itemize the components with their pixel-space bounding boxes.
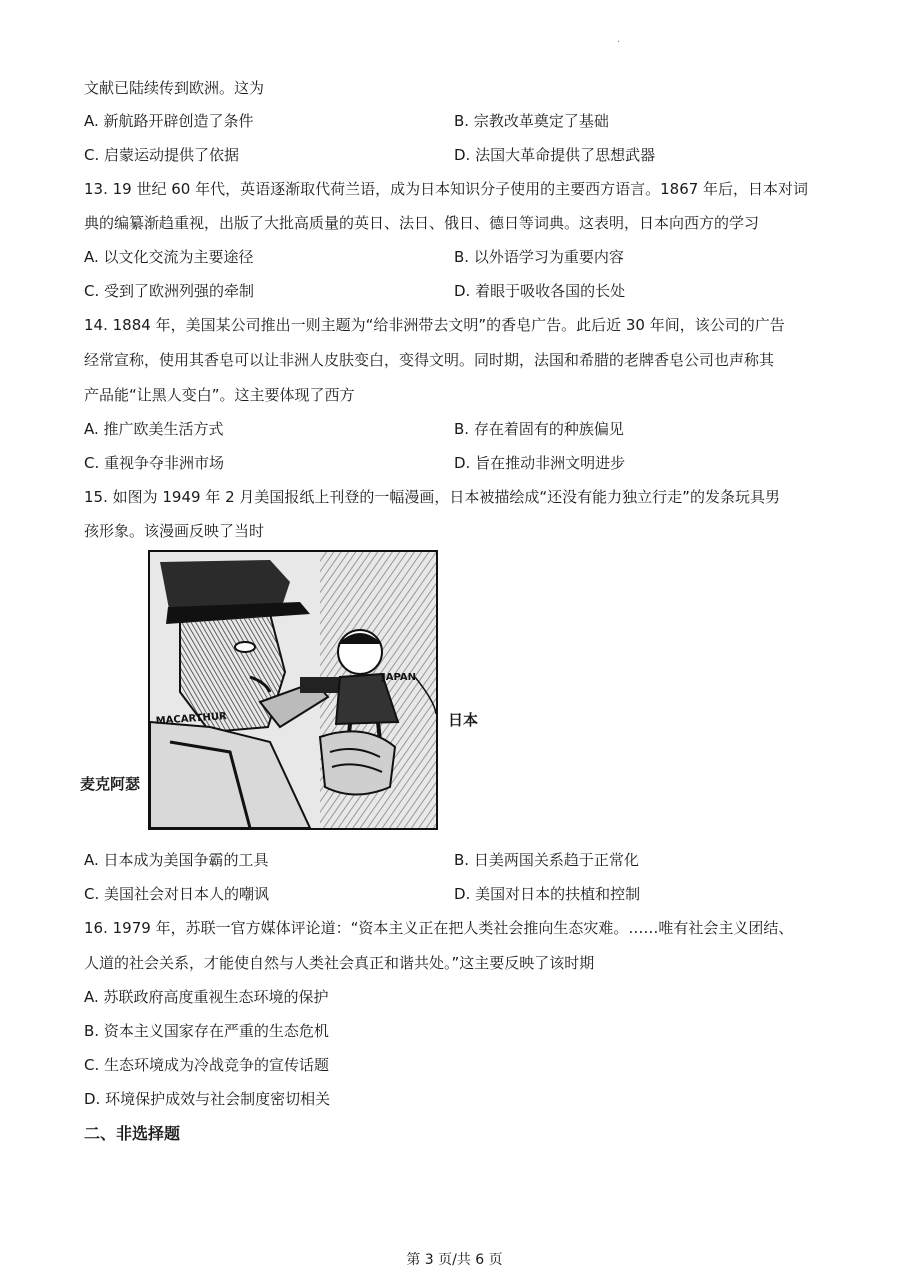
q12-option-a: A. 新航路开辟创造了条件 [84, 112, 254, 130]
q13-option-a: A. 以文化交流为主要途径 [84, 248, 254, 266]
q16-stem-line-2: 人道的社会关系，才能使自然与人类社会真正和谐共处。”这主要反映了该时期 [84, 954, 595, 972]
q15-option-a: A. 日本成为美国争霸的工具 [84, 851, 269, 869]
q13-option-b: B. 以外语学习为重要内容 [454, 248, 624, 266]
q12-stem: 文献已陆续传到欧洲。这为 [84, 79, 265, 97]
caption-macarthur: 麦克阿瑟 [80, 775, 141, 793]
q14-option-d: D. 旨在推动非洲文明进步 [454, 454, 626, 472]
q16-option-d: D. 环境保护成效与社会制度密切相关 [84, 1090, 331, 1108]
q14-stem-line-3: 产品能“让黑人变白”。这主要体现了西方 [84, 386, 355, 404]
q12-option-c: C. 启蒙运动提供了依据 [84, 146, 240, 164]
q13-stem-line-2: 典的编纂渐趋重视，出版了大批高质量的英日、法日、俄日、德日等词典。这表明，日本向西方的学习 [84, 214, 760, 232]
q15-option-b: B. 日美两国关系趋于正常化 [454, 851, 639, 869]
cartoon-drawing [150, 552, 436, 828]
q13-option-d: D. 着眼于吸收各国的长处 [454, 282, 626, 300]
q14-option-b: B. 存在着固有的种族偏见 [454, 420, 624, 438]
q14-stem-line-2: 经常宣称，使用其香皂可以让非洲人皮肤变白，变得文明。同时期，法国和希腊的老牌香皂公司也声称其 [84, 351, 775, 369]
q15-stem-line-1: 15. 如图为 1949 年 2 月美国报纸上刊登的一幅漫画，日本被描绘成“还没有能力独立行走”的发条玩具男 [84, 488, 780, 506]
q16-stem-line-1: 16. 1979 年，苏联一官方媒体评论道：“资本主义正在把人类社会推向生态灾难。……唯有社会主义团结、 [84, 919, 794, 937]
q14-stem-line-1: 14. 1884 年，美国某公司推出一则主题为“给非洲带去文明”的香皂广告。此后近 30 年间，该公司的广告 [84, 316, 785, 334]
q12-option-b: B. 宗教改革奠定了基础 [454, 112, 609, 130]
q14-option-a: A. 推广欧美生活方式 [84, 420, 224, 438]
q15-stem-line-2: 孩形象。该漫画反映了当时 [84, 522, 265, 540]
q16-option-c: C. 生态环境成为冷战竞争的宣传话题 [84, 1056, 330, 1074]
q14-option-c: C. 重视争夺非洲市场 [84, 454, 225, 472]
q15-option-d: D. 美国对日本的扶植和控制 [454, 885, 641, 903]
q15-option-c: C. 美国社会对日本人的嘲讽 [84, 885, 270, 903]
q13-option-c: C. 受到了欧洲列强的牵制 [84, 282, 255, 300]
cartoon-label-macarthur: MACARTHUR [155, 711, 228, 727]
q16-option-b: B. 资本主义国家存在严重的生态危机 [84, 1022, 329, 1040]
caption-japan: 日本 [448, 711, 479, 729]
section-title: 二、非选择题 [84, 1124, 181, 1143]
header-dot: . [617, 34, 621, 45]
cartoon-image [148, 550, 438, 830]
q13-stem-line-1: 13. 19 世纪 60 年代，英语逐渐取代荷兰语，成为日本知识分子使用的主要西方语言。1867 年后，日本对词 [84, 180, 809, 198]
cartoon-label-japan: JAPAN [382, 672, 416, 683]
q16-option-a: A. 苏联政府高度重视生态环境的保护 [84, 988, 329, 1006]
q12-option-d: D. 法国大革命提供了思想武器 [454, 146, 656, 164]
page-number: 第 3 页/共 6 页 [406, 1252, 503, 1268]
